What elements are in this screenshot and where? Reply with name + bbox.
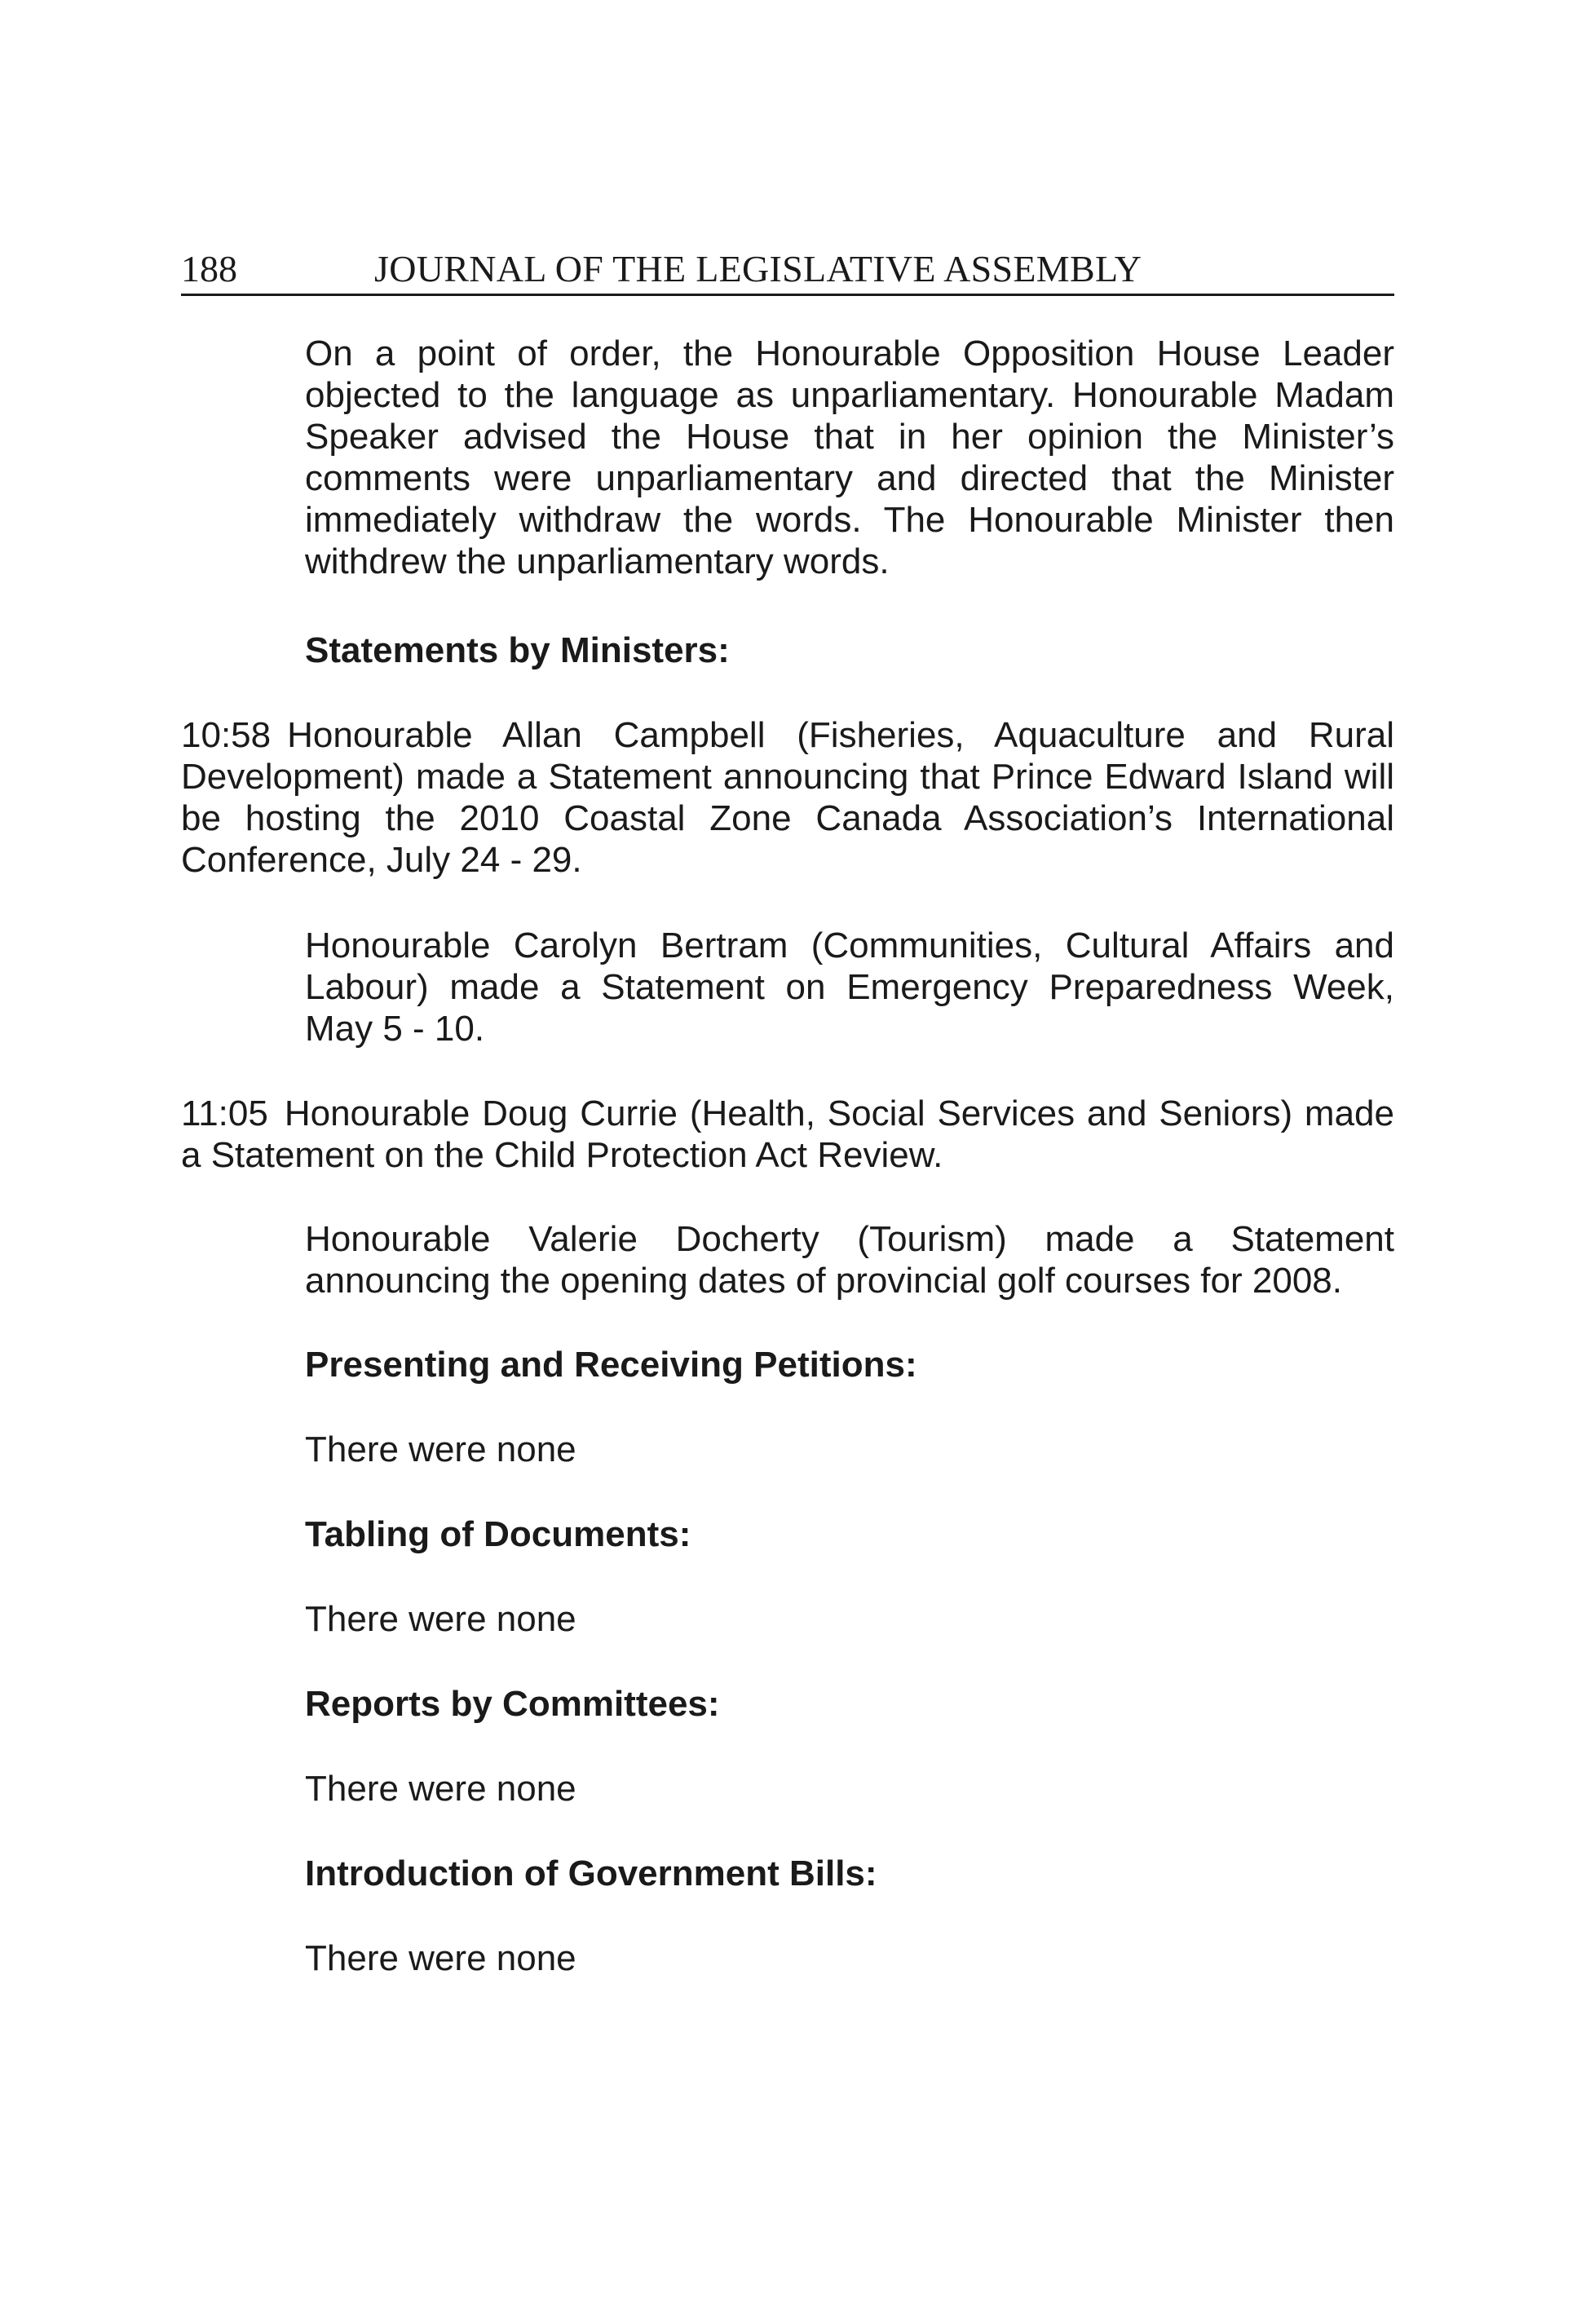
tabling-none: There were none [305,1599,576,1639]
page-number: 188 [181,248,237,289]
petitions-none: There were none [305,1429,576,1469]
statement-currie-text: Honourable Doug Currie (Health, Social Services and Seniors) made a Statement on the Child Protection Act Review. [181,1094,1394,1175]
bills-none: There were none [305,1938,576,1978]
timestamp: 11:05 [181,1094,268,1133]
heading-tabling-of-documents: Tabling of Documents: [305,1514,691,1554]
heading-reports-by-committees: Reports by Committees: [305,1684,720,1724]
timestamp: 10:58 [181,715,272,755]
heading-petitions: Presenting and Receiving Petitions: [305,1345,917,1385]
running-title: JOURNAL OF THE LEGISLATIVE ASSEMBLY [374,248,1142,289]
heading-statements-by-ministers: Statements by Ministers: [305,630,730,670]
statement-currie-paragraph [181,1093,1394,1176]
point-of-order-paragraph: On a point of order, the Honourable Opposition House Leader objected to the language as unparliamentary. Honourable Madam Speaker advised the House that in her opinion the Minister’s comments were unparliamentary and directed that the Minister immediately withdraw the words. The Honourable Minister then withdrew the unparliamentary words. [305,334,1394,581]
heading-government-bills: Introduction of Government Bills: [305,1853,877,1893]
statement-campbell-paragraph [181,714,1394,881]
page-header [181,245,1394,296]
statement-campbell-text: Honourable Allan Campbell (Fisheries, Aquaculture and Rural Development) made a Statement announcing that Prince Edward Island will be hosting the 2010 Coastal Zone Canada Association’s International Conference, July 24 - 29. [181,715,1394,880]
statement-docherty-paragraph: Honourable Valerie Docherty (Tourism) made a Statement announcing the opening dates of provincial golf courses for 2008. [305,1219,1394,1301]
reports-none: There were none [305,1769,576,1809]
statement-bertram-paragraph: Honourable Carolyn Bertram (Communities, Cultural Affairs and Labour) made a Statement on Emergency Preparedness Week, May 5 - 10. [305,926,1394,1049]
